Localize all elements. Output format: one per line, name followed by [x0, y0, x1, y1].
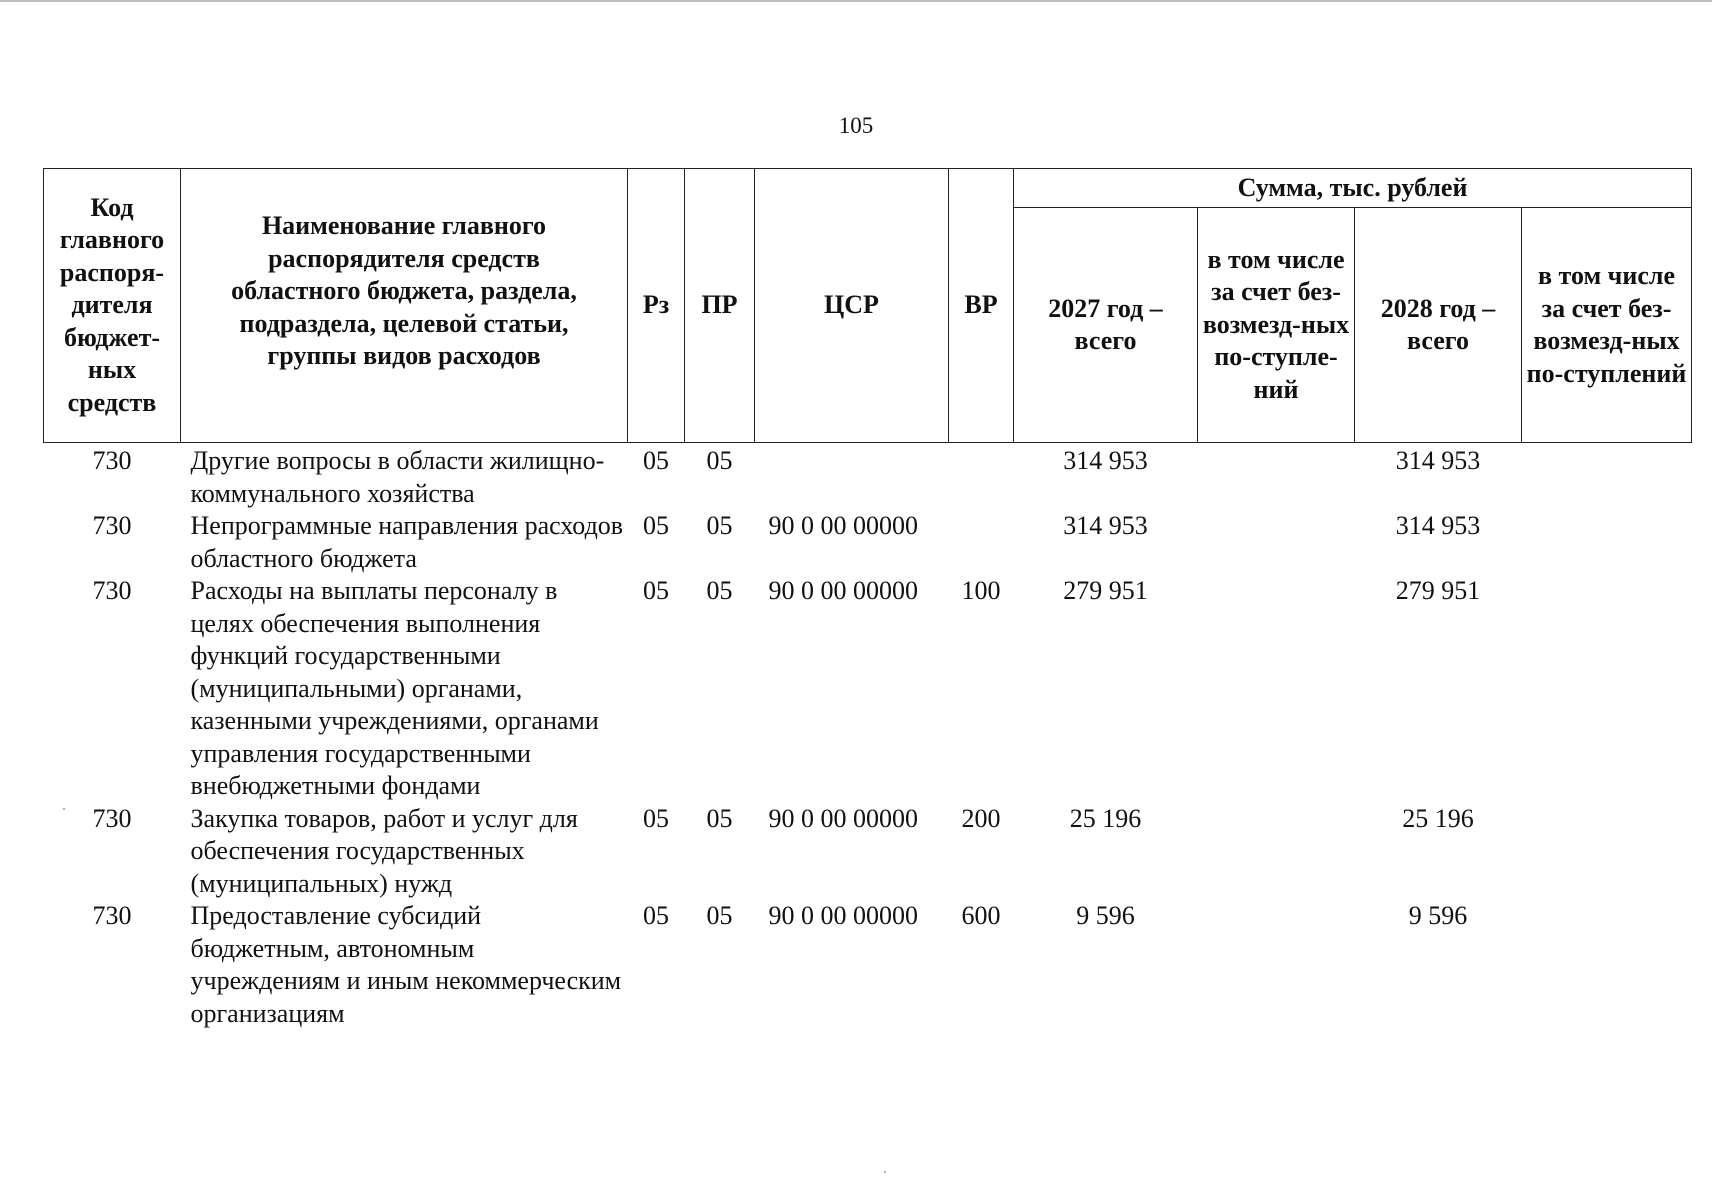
cell-2027-grants [1198, 575, 1355, 803]
cell-vr [949, 443, 1014, 511]
cell-code: 730 [92, 511, 132, 540]
scan-speck [63, 808, 65, 810]
cell-2028-total: 25 196 [1402, 803, 1474, 833]
cell-2028-total: 9 596 [1408, 901, 1468, 930]
header-sum-title: Сумма, тыс. рублей [1014, 169, 1692, 208]
header-vr: ВР [949, 169, 1014, 443]
cell-rz: 05 [643, 511, 669, 540]
cell-2027-total: 279 951 [1063, 576, 1148, 605]
cell-2028-grants [1522, 510, 1692, 575]
cell-csr [755, 443, 949, 511]
cell-vr: 600 [961, 901, 1001, 930]
table-row [44, 443, 1692, 511]
table-row [44, 510, 1692, 575]
cell-code: 730 [92, 576, 132, 605]
header-name [181, 169, 628, 443]
cell-rz: 05 [643, 576, 669, 605]
cell-name: Предоставление субсидий бюджетным, автономным учреждениям и иным некоммерческим организациям [190, 901, 622, 1028]
cell-2027-grants [1198, 900, 1355, 1030]
table-row [44, 575, 1692, 803]
cell-pr: 05 [706, 446, 733, 475]
cell-code: 730 [92, 803, 132, 833]
cell-2027-grants [1198, 803, 1355, 901]
cell-csr: 90 0 00 00000 [768, 511, 918, 540]
header-pr: ПР [685, 169, 755, 443]
cell-vr: 100 [961, 576, 1001, 605]
cell-rz: 05 [643, 901, 669, 930]
scan-speck [884, 1171, 886, 1173]
cell-2027-total: 314 953 [1063, 511, 1148, 540]
cell-2028-grants [1522, 900, 1692, 1030]
table-row [44, 900, 1692, 1030]
cell-csr: 90 0 00 00000 [768, 576, 918, 605]
header-rz: Рз [628, 169, 685, 443]
cell-code: 730 [92, 446, 132, 475]
header-csr: ЦСР [755, 169, 949, 443]
header-name-text: Наименование главного распорядителя средств областного бюджета, раздела, подраздела, целевой статьи, группы видов расходов [231, 211, 577, 371]
table-body [44, 443, 1692, 1031]
cell-rz: 05 [643, 446, 669, 475]
header-2027-total: 2027 год – всего [1014, 208, 1198, 443]
cell-pr: 05 [706, 576, 733, 605]
cell-name: Непрограммные направления расходов областного бюджета [190, 511, 624, 573]
cell-name: Закупка товаров, работ и услуг для обеспечения государственных (муниципальных) нужд [190, 803, 578, 898]
cell-csr: 90 0 00 00000 [768, 901, 918, 930]
cell-2027-grants [1198, 510, 1355, 575]
cell-vr: 200 [961, 803, 1001, 833]
budget-table [43, 168, 1692, 1030]
cell-2028-grants [1522, 803, 1692, 901]
cell-name: Другие вопросы в области жилищно-коммунального хозяйства [190, 446, 605, 508]
cell-2028-total: 279 951 [1395, 576, 1481, 605]
cell-csr: 90 0 00 00000 [768, 803, 918, 833]
cell-pr: 05 [706, 511, 733, 540]
cell-2027-total: 9 596 [1076, 901, 1135, 930]
cell-2028-grants [1522, 575, 1692, 803]
page-number: 105 [838, 113, 874, 138]
header-2028-total: 2028 год – всего [1355, 208, 1522, 443]
cell-2027-total: 314 953 [1063, 446, 1148, 475]
cell-vr [949, 510, 1014, 575]
cell-2028-total: 314 953 [1395, 446, 1481, 475]
cell-2028-total: 314 953 [1395, 511, 1481, 540]
cell-name: Расходы на выплаты персоналу в целях обеспечения выполнения функций государственными (муниципальными) органами, казенными учреждениями, органами управления государственными внебюджетными фондами [190, 576, 599, 800]
cell-2027-grants [1198, 443, 1355, 511]
header-2027-grants: в том числе за счет без-возмезд-ных по-ступле-ний [1198, 208, 1355, 443]
table-header [44, 169, 1692, 443]
cell-2028-grants [1522, 443, 1692, 511]
cell-rz: 05 [643, 803, 669, 833]
table-row [44, 803, 1692, 901]
top-edge-rule [0, 0, 1712, 2]
cell-pr: 05 [706, 803, 733, 833]
cell-2027-total: 25 196 [1069, 803, 1142, 833]
cell-code: 730 [92, 901, 132, 930]
cell-pr: 05 [706, 901, 733, 930]
header-code: Код главного распоря-дителя бюджет-ных средств [44, 169, 181, 443]
header-2028-grants: в том числе за счет без-возмезд-ных по-ступлений [1522, 208, 1692, 443]
